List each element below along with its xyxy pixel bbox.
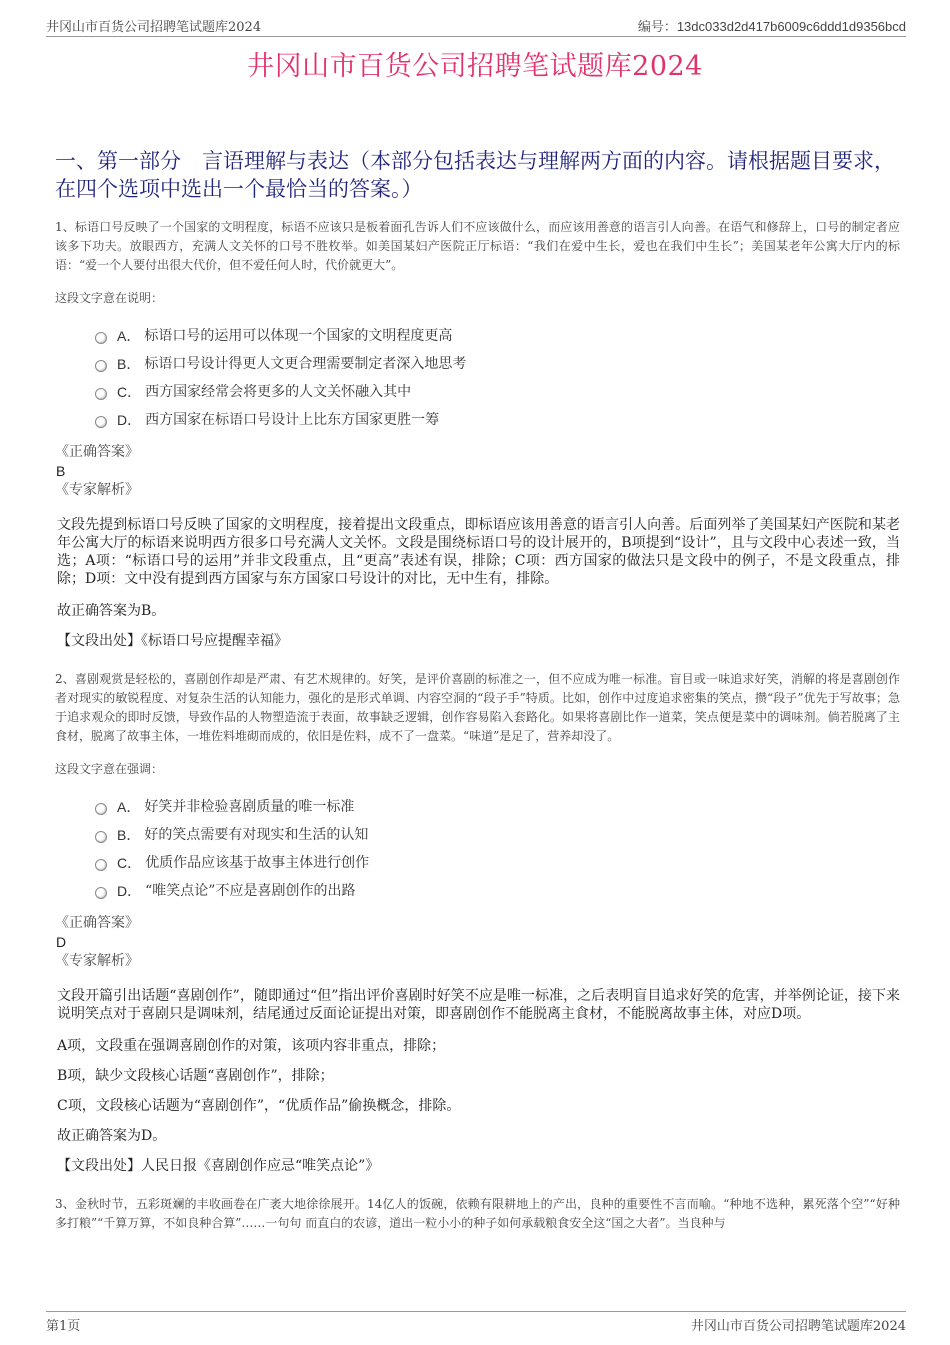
option-letter: D． xyxy=(117,412,142,428)
page-header xyxy=(46,14,906,37)
radio-icon[interactable] xyxy=(95,416,107,428)
analysis-label: 《专家解析》 xyxy=(55,482,139,498)
option-letter: B． xyxy=(117,827,141,843)
option-list xyxy=(95,793,900,905)
option-a[interactable] xyxy=(95,322,900,350)
analysis-option-c: C项，文段核心话题为“喜剧创作”，“优质作品”偷换概念，排除。 xyxy=(57,1098,461,1114)
answer-label: 《正确答案》 xyxy=(55,915,139,931)
section-title: 一、第一部分 言语理解与表达（本部分包括表达与理解两方面的内容。请根据题目要求，在四个选项中选出一个最恰当的答案。） xyxy=(55,149,895,201)
option-a[interactable] xyxy=(95,793,900,821)
radio-icon[interactable] xyxy=(95,831,107,843)
conclusion-text: 故正确答案为B。 xyxy=(57,603,166,619)
page-number: 第1页 xyxy=(46,1319,81,1334)
footer-doc-title: 井冈山市百货公司招聘笔试题库2024 xyxy=(690,1319,906,1334)
radio-icon[interactable] xyxy=(95,859,107,871)
analysis-option-a: A项，文段重在强调喜剧创作的对策，该项内容非重点，排除； xyxy=(57,1038,446,1054)
answer-value: D xyxy=(56,934,67,950)
analysis-text: 文段先提到标语口号反映了国家的文明程度，接着提出文段重点，即标语应该用善意的语言引人向善。后面列举了美国某妇产医院和某老年公寓大厅的标语来说明西方很多口号充满人文关怀。文段是围绕标语口号的设计展开的，B项提到“设计”，且与文段中心表述一致，当选；A项：“标语口号的运用”并非文段重点，且“更高”表述有误，排除；C项：西方国家的做法只是文段中的例子，不是文段重点，排除；D项：文中没有提到西方国家与东方国家口号设计的对比，无中生有，排除。 xyxy=(57,517,900,587)
header-doc-title: 井冈山市百货公司招聘笔试题库2024 xyxy=(46,20,262,35)
question-prompt: 这段文字意在强调： xyxy=(55,762,164,776)
option-letter: B． xyxy=(117,356,141,372)
option-text: 标语口号设计得更人文更合理需要制定者深入地思考 xyxy=(144,356,467,372)
radio-icon[interactable] xyxy=(95,388,107,400)
option-letter: D． xyxy=(117,883,142,899)
option-text: 西方国家在标语口号设计上比东方国家更胜一筹 xyxy=(145,412,440,428)
option-d[interactable] xyxy=(95,877,900,905)
option-list xyxy=(95,322,900,434)
option-text: 优质作品应该基于故事主体进行创作 xyxy=(145,855,370,871)
page-title: 井冈山市百货公司招聘笔试题库2024 xyxy=(247,51,703,82)
option-text: 好的笑点需要有对现实和生活的认知 xyxy=(144,827,369,843)
radio-icon[interactable] xyxy=(95,887,107,899)
question-1 xyxy=(55,218,900,650)
header-doc-code xyxy=(638,16,906,35)
option-c[interactable] xyxy=(95,849,900,877)
question-stem: 2、喜剧观赏是轻松的，喜剧创作却是严肃、有艺术规律的。好笑，是评价喜剧的标准之一，但不应成为唯一标准。盲目或一味追求好笑，消解的将是喜剧创作者对现实的敏锐程度、对复杂生活的认知能力，强化的是形式单调、内容空洞的“段子手”特质。比如，创作中过度追求密集的笑点，攒“段子”优先于写故事；急于追求观众的即时反馈，导致作品的人物塑造流于表面，故事缺乏逻辑，创作容易陷入套路化。如果将喜剧比作一道菜，笑点便是菜中的调味剂。倘若脱离了主食材，脱离了故事主体，一堆佐料堆砌而成的，依旧是佐料，成不了一盘菜。“味道”是足了，营养却没了。 xyxy=(55,672,900,743)
option-text: “唯笑点论”不应是喜剧创作的出路 xyxy=(145,883,356,899)
header-code-label: 编号： xyxy=(637,20,677,35)
answer-value: B xyxy=(56,463,66,479)
question-stem: 3、金秋时节，五彩斑斓的丰收画卷在广袤大地徐徐展开。14亿人的饭碗，依赖有限耕地上的产出，良种的重要性不言而喻。“种地不选种，累死落个空”“好种多打粮”“千算万算，不如良种合算”……一句句 而直白的农谚，道出一粒小小的种子如何承载粮食安全这“国之大者”。当良种与 xyxy=(55,1197,900,1230)
question-stem: 1、标语口号反映了一个国家的文明程度，标语不应该只是板着面孔告诉人们不应该做什么，而应该用善意的语言引人向善。在语气和修辞上，口号的制定者应该多下功夫。放眼西方，充满人文关怀的口号不胜枚举。如美国某妇产医院正厅标语：“我们在爱中生长，爱也在我们中生长”；美国某老年公寓大厅内的标语：“爱一个人要付出很大代价，但不爱任何人时，代价就更大”。 xyxy=(55,220,900,272)
source-text: 【文段出处】《标语口号应提醒幸福》 xyxy=(57,633,288,649)
option-letter: C． xyxy=(117,384,142,400)
questions-content xyxy=(55,218,900,1233)
option-letter: A． xyxy=(117,799,141,815)
analysis-label: 《专家解析》 xyxy=(55,953,139,969)
option-letter: C． xyxy=(117,855,142,871)
radio-icon[interactable] xyxy=(95,332,107,344)
analysis-text: 文段开篇引出话题“喜剧创作”，随即通过“但”指出评价喜剧时好笑不应是唯一标准，之后表明盲目追求好笑的危害，并举例论证，接下来说明笑点对于喜剧只是调味剂，结尾通过反面论证提出对策，即喜剧创作不能脱离主食材，不能脱离故事主体，对应D项。 xyxy=(57,988,900,1022)
conclusion-text: 故正确答案为D。 xyxy=(57,1128,167,1144)
option-b[interactable] xyxy=(95,350,900,378)
question-3 xyxy=(55,1195,900,1233)
option-b[interactable] xyxy=(95,821,900,849)
question-2 xyxy=(55,670,900,1175)
option-text: 标语口号的运用可以体现一个国家的文明程度更高 xyxy=(144,328,453,344)
analysis-option-b: B项，缺少文段核心话题“喜剧创作”，排除； xyxy=(57,1068,334,1084)
option-text: 西方国家经常会将更多的人文关怀融入其中 xyxy=(145,384,412,400)
answer-label: 《正确答案》 xyxy=(55,444,139,460)
radio-icon[interactable] xyxy=(95,360,107,372)
question-prompt: 这段文字意在说明： xyxy=(55,291,164,305)
radio-icon[interactable] xyxy=(95,803,107,815)
header-code-value: 13dc033d2d417b6009c6ddd1d9356bcd xyxy=(676,19,906,34)
option-text: 好笑并非检验喜剧质量的唯一标准 xyxy=(144,799,355,815)
option-d[interactable] xyxy=(95,406,900,434)
source-text: 【文段出处】人民日报《喜剧创作应忌“唯笑点论”》 xyxy=(57,1158,380,1174)
option-letter: A． xyxy=(117,328,141,344)
option-c[interactable] xyxy=(95,378,900,406)
page-footer xyxy=(46,1311,906,1334)
